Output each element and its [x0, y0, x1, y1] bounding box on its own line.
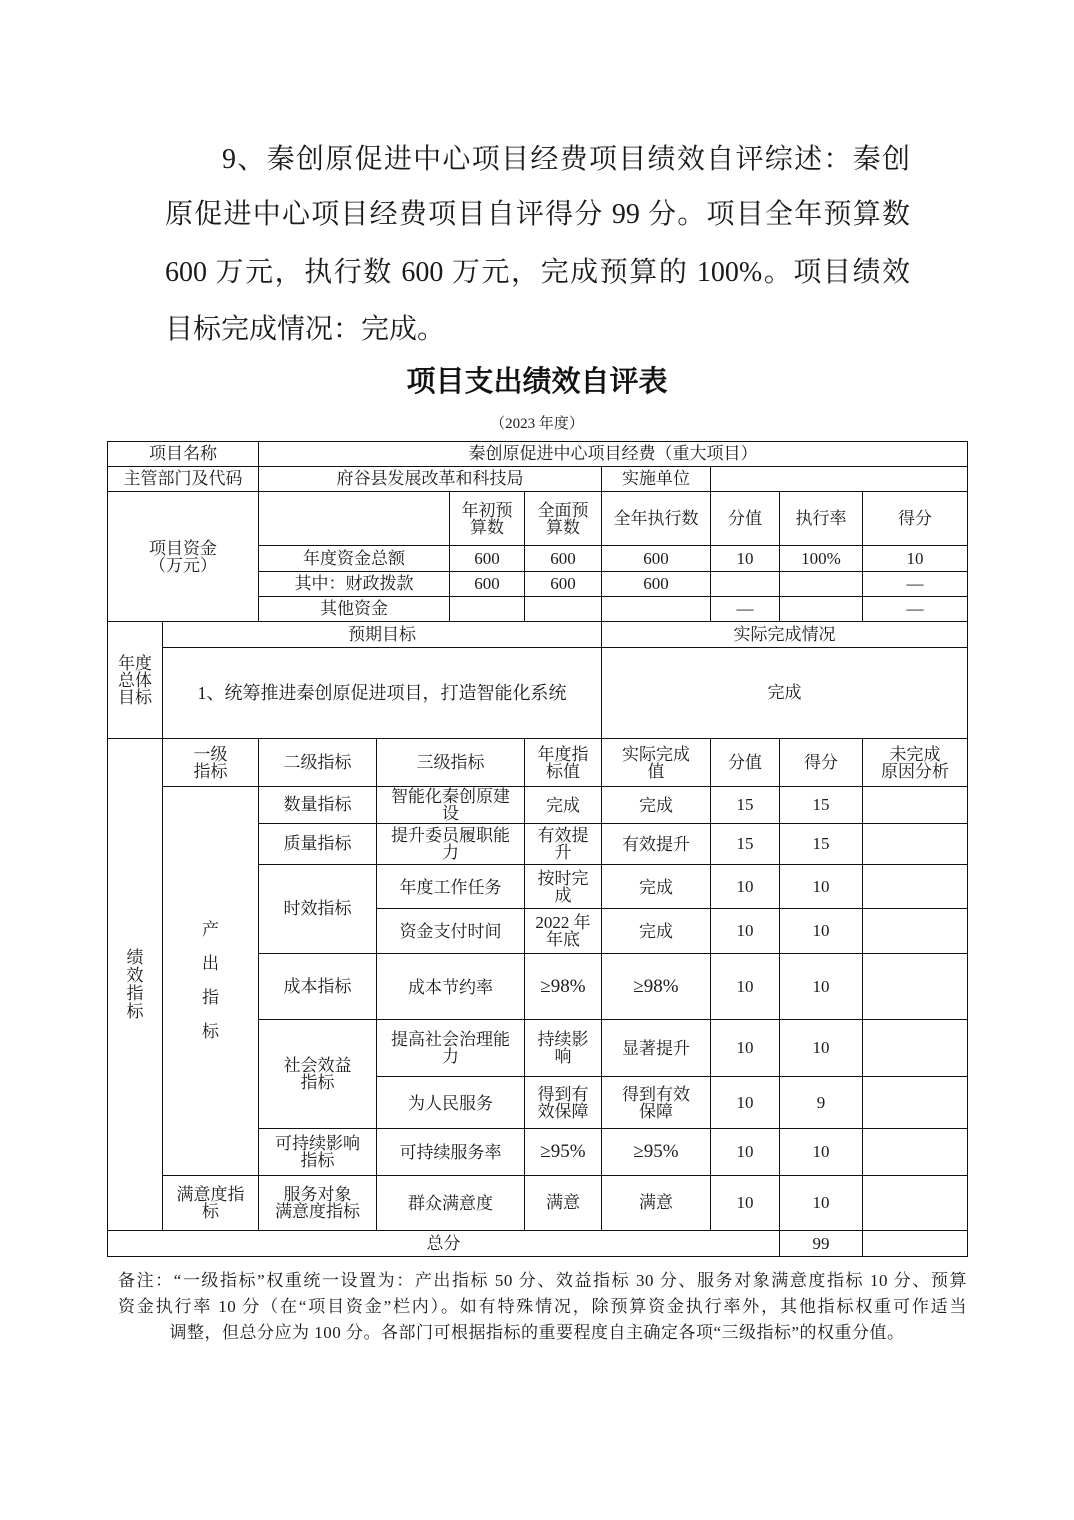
score-value: 10 [863, 546, 968, 572]
target-cell [525, 824, 602, 865]
actual-text: 完成 [639, 922, 673, 942]
level3-cell [377, 909, 525, 954]
actual-cell [602, 1020, 711, 1077]
score-cell: 10 [780, 1020, 863, 1077]
actual-header-cell [602, 739, 711, 787]
target-cell: 满意 [525, 1176, 602, 1231]
full-budget-header-cell [525, 492, 602, 546]
target-cell [525, 787, 602, 824]
level2-text: 社会效益指标 [283, 1056, 352, 1092]
level3-text: 智能化秦创原建设 [390, 787, 510, 823]
table-row [108, 492, 968, 546]
project-name-label: 项目名称 [108, 442, 259, 467]
score-value-cell: 10 [711, 1020, 780, 1077]
initial-budget-header-cell [450, 492, 525, 546]
actual-text: 显著提升 [622, 1039, 690, 1059]
actual-text: 得到有效保障 [622, 1084, 690, 1121]
intro-line: 原促进中心项目经费项目自评得分 99 分。项目全年预算数 [165, 199, 910, 230]
level3-text: 群众满意度 [408, 1194, 493, 1214]
department-value: 府谷县发展改革和科技局 [259, 467, 602, 492]
annual-goal-label: 年度总体目标 [117, 653, 152, 707]
page-subtitle: （2023 年度） [490, 416, 584, 432]
actual-cell [602, 865, 711, 909]
level3-cell [377, 1129, 525, 1176]
reason-header [881, 746, 949, 780]
funds-row-name: 其他资金 [259, 597, 450, 622]
expected-goal-text: 1、统筹推进秦创原促进项目，打造智能化系统 [163, 648, 602, 739]
target-text: 2022 年年底 [535, 913, 591, 949]
actual-cell [602, 1077, 711, 1129]
level2-cell: 数量指标 [259, 787, 377, 824]
actual-cell: ≥95% [602, 1129, 711, 1176]
empty-cell [863, 1020, 968, 1077]
department-label: 主管部门及代码 [108, 467, 259, 492]
empty-cell [863, 1176, 968, 1231]
target-cell [525, 1020, 602, 1077]
performance-evaluation-table [107, 441, 968, 1257]
empty-cell [863, 1231, 968, 1257]
table-row [108, 787, 968, 824]
full-budget-value: 600 [525, 572, 602, 597]
project-funds-label-cell [108, 492, 259, 622]
score-cell: 15 [780, 824, 863, 865]
actual-text: 有效提升 [622, 835, 690, 855]
level2-cell: 成本指标 [259, 954, 377, 1020]
empty-cell [863, 865, 968, 909]
actual-cell: 满意 [602, 1176, 711, 1231]
target-text: 按时完成 [537, 868, 589, 905]
level3-cell [377, 1176, 525, 1231]
score-value: — [863, 597, 968, 622]
empty-cell [863, 954, 968, 1020]
score-cell: 15 [780, 787, 863, 824]
level1-header: 一级指标 [193, 744, 228, 781]
target-cell [525, 1077, 602, 1129]
funds-row-name: 年度资金总额 [259, 546, 450, 572]
full-budget-value: 600 [525, 546, 602, 572]
satisfaction-indicator-label-cell [163, 1176, 259, 1231]
score-value-cell: 10 [711, 1077, 780, 1129]
actual-text: 完成 [639, 796, 673, 816]
table-row [108, 467, 968, 492]
level1-header-cell [163, 739, 259, 787]
score-value-value: 10 [711, 546, 780, 572]
level3-text: 提高社会治理能力 [390, 1030, 510, 1066]
reason-header-cell [863, 739, 968, 787]
score-cell: 10 [780, 1176, 863, 1231]
level3-cell [377, 1077, 525, 1129]
annual-execution-header: 全年执行数 [602, 492, 711, 546]
level3-text: 为人民服务 [408, 1093, 493, 1113]
intro-line: 600 万元，执行数 600 万元，完成预算的 100%。项目绩效 [165, 257, 910, 288]
actual-cell [602, 909, 711, 954]
note-line: 备注：“一级指标”权重统一设置为：产出指标 50 分、效益指标 30 分、服务对象满意度指标 10 分、预算 [118, 1271, 967, 1290]
level2-text-line: 满意度指标 [275, 1202, 360, 1221]
actual-completion-header: 实际完成情况 [602, 622, 968, 648]
empty-cell [450, 597, 525, 622]
empty-cell [863, 909, 968, 954]
level2-text-line: 服务对象 [283, 1185, 352, 1204]
empty-cell [259, 492, 450, 546]
target-header-cell [525, 739, 602, 787]
performance-indicator-label: 绩效指标 [126, 947, 144, 1021]
initial-budget-header: 年初预算数 [461, 500, 513, 537]
note-line: 资金执行率 10 分（在“项目资金”栏内）。如有特殊情况，除预算资金执行率外，其他指标权重可作适当 [118, 1297, 967, 1316]
score-value-cell: 10 [711, 1129, 780, 1176]
level2-text [275, 1186, 360, 1220]
table-body [108, 442, 968, 1257]
level3-text: 成本节约率 [408, 977, 493, 997]
reason-header-line: 未完成 [889, 744, 941, 764]
score-cell: 10 [780, 865, 863, 909]
actual-cell [602, 824, 711, 865]
annual-goal-label-cell [108, 622, 163, 739]
actual-completion-text: 完成 [602, 648, 968, 739]
level3-cell [377, 954, 525, 1020]
table-row [108, 622, 968, 648]
empty-cell [863, 787, 968, 824]
empty-cell [863, 1129, 968, 1176]
target-text: 持续影响 [537, 1030, 589, 1066]
level3-cell [377, 787, 525, 824]
score-value-cell: 10 [711, 865, 780, 909]
implementing-unit-value [711, 467, 968, 492]
satisfaction-indicator-label: 满意度指标 [176, 1185, 245, 1221]
empty-cell [602, 597, 711, 622]
level3-text: 提升委员履职能力 [390, 826, 510, 862]
level3-header: 三级指标 [377, 739, 525, 787]
project-name-value: 秦创原促进中心项目经费（重大项目） [259, 442, 968, 467]
score-value-cell: 10 [711, 954, 780, 1020]
score-value-cell: 10 [711, 909, 780, 954]
total-score: 99 [780, 1231, 863, 1257]
actual-cell: ≥98% [602, 954, 711, 1020]
table-row [108, 1231, 968, 1257]
level3-text: 可持续服务率 [399, 1143, 502, 1163]
page-title: 项目支出绩效自评表 [406, 366, 668, 398]
target-header: 年度指标值 [537, 744, 589, 781]
actual-header: 实际完成值 [622, 744, 690, 781]
target-cell: ≥95% [525, 1129, 602, 1176]
expected-goal-header: 预期目标 [163, 622, 602, 648]
actual-text: 完成 [639, 877, 673, 897]
annual-execution-value: 600 [602, 572, 711, 597]
table-row [108, 1176, 968, 1231]
score-cell: 10 [780, 954, 863, 1020]
score-header: 得分 [863, 492, 968, 546]
score-cell: 9 [780, 1077, 863, 1129]
level3-cell [377, 824, 525, 865]
output-indicator-label-cell [163, 787, 259, 1176]
level2-cell [259, 1129, 377, 1176]
score-value-cell: 15 [711, 824, 780, 865]
empty-cell [780, 572, 863, 597]
score-value-header: 分值 [711, 492, 780, 546]
empty-cell [780, 597, 863, 622]
level2-cell: 时效指标 [259, 865, 377, 954]
level3-cell [377, 865, 525, 909]
total-label: 总分 [108, 1231, 780, 1257]
target-cell [525, 865, 602, 909]
full-budget-header: 全面预算数 [537, 500, 589, 537]
table-row [108, 739, 968, 787]
empty-cell [525, 597, 602, 622]
score-value-cell: 10 [711, 1176, 780, 1231]
implementing-unit-label: 实施单位 [602, 467, 711, 492]
level3-text: 资金支付时间 [399, 922, 502, 942]
score-value-header: 分值 [711, 739, 780, 787]
funds-row-name: 其中：财政拨款 [259, 572, 450, 597]
score-value-cell: 15 [711, 787, 780, 824]
empty-cell [711, 572, 780, 597]
score-value-value: — [711, 597, 780, 622]
level2-header: 二级指标 [259, 739, 377, 787]
target-text: 完成 [546, 796, 580, 816]
note-line: 调整，但总分应为 100 分。各部门可根据指标的重要程度自主确定各项“三级指标”的权重分值。 [169, 1323, 905, 1342]
target-cell [525, 909, 602, 954]
execution-rate-value: 100% [780, 546, 863, 572]
score-cell: 10 [780, 1129, 863, 1176]
output-indicator-label: 产出指标 [201, 920, 219, 1041]
empty-cell [863, 824, 968, 865]
level2-cell: 质量指标 [259, 824, 377, 865]
initial-budget-value: 600 [450, 572, 525, 597]
intro-line: 目标完成情况：完成。 [165, 314, 446, 345]
reason-header-line: 原因分析 [881, 761, 949, 781]
target-text: 有效提升 [537, 826, 589, 862]
target-text: 得到有效保障 [537, 1084, 589, 1121]
table-row [108, 648, 968, 739]
actual-cell [602, 787, 711, 824]
score-value: — [863, 572, 968, 597]
initial-budget-value: 600 [450, 546, 525, 572]
level2-cell [259, 1020, 377, 1129]
performance-indicator-label-cell [108, 739, 163, 1231]
level2-text: 可持续影响指标 [275, 1134, 360, 1170]
level3-cell [377, 1020, 525, 1077]
intro-line: 9、秦创原促进中心项目经费项目绩效自评综述：秦创 [222, 144, 910, 175]
score-cell: 10 [780, 909, 863, 954]
table-row [108, 442, 968, 467]
execution-rate-header: 执行率 [780, 492, 863, 546]
level3-text: 年度工作任务 [399, 877, 502, 897]
project-funds-label: 项目资金（万元） [149, 538, 217, 575]
score-header: 得分 [780, 739, 863, 787]
empty-cell [863, 1077, 968, 1129]
target-cell: ≥98% [525, 954, 602, 1020]
level2-cell [259, 1176, 377, 1231]
annual-execution-value: 600 [602, 546, 711, 572]
